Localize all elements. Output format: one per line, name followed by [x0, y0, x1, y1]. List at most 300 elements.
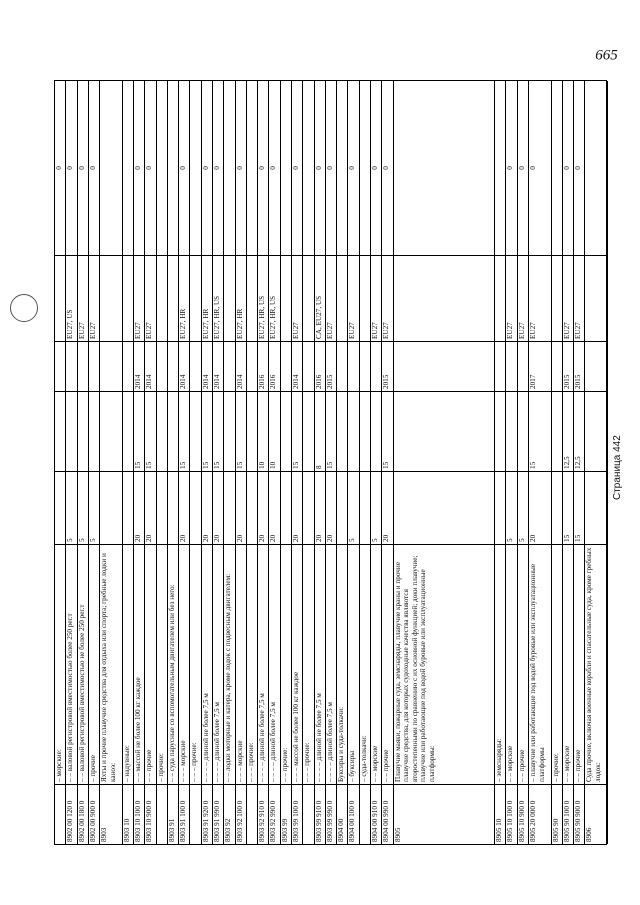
- table-row: [213, 81, 224, 844]
- cell-desc: – – морские: [506, 544, 516, 784]
- cell-rate: [552, 471, 562, 544]
- cell-desc: – – морские: [563, 544, 573, 784]
- cell-year: 2015: [563, 341, 573, 391]
- cell-rate: 20: [134, 471, 144, 544]
- table-row: [506, 81, 517, 844]
- cell-code: 8903 92: [224, 784, 234, 844]
- cell-v2: [247, 391, 257, 471]
- cell-rate: [157, 471, 167, 544]
- cell-countries: [394, 255, 495, 341]
- cell-code: [157, 784, 167, 844]
- cell-desc: – – – морские: [236, 544, 246, 784]
- cell-year: 2016: [315, 341, 325, 391]
- table-row: [326, 81, 337, 844]
- cell-flag: 0: [66, 166, 75, 170]
- cell-flag: 0: [574, 166, 583, 170]
- cell-desc: – – валовой регистровой вместимостью более 250 рег.т: [66, 544, 76, 784]
- cell-code: 8903 10 900 0: [145, 784, 155, 844]
- cell-year: [394, 341, 495, 391]
- cell-year: 2014: [213, 341, 223, 391]
- cell-countries: [157, 255, 167, 341]
- table-row: [258, 81, 269, 844]
- cell-v2: [585, 391, 607, 471]
- cell-year: [55, 341, 65, 391]
- table-row: [202, 81, 213, 844]
- cell-desc: – – морские: [371, 544, 381, 784]
- cell-v2: 12,5: [563, 391, 573, 471]
- cell-code: 8905 90: [552, 784, 562, 844]
- cell-desc: – надувные:: [123, 544, 133, 784]
- cell-countries: EU27, HR, US: [213, 255, 223, 341]
- cell-desc: – – лодки моторные и катера, кроме лодок с подвесным двигателем:: [224, 544, 234, 784]
- cell-flag: 0: [88, 166, 97, 170]
- cell-rate: 5: [78, 471, 88, 544]
- cell-year: [337, 341, 347, 391]
- handwritten-page-number: 665: [595, 47, 618, 64]
- cell-v2: [100, 391, 122, 471]
- cell-v2: [394, 391, 495, 471]
- cell-code: 8903 99 910 0: [315, 784, 325, 844]
- cell-v2: [348, 391, 358, 471]
- cell-v2: [337, 391, 347, 471]
- cell-v2: [66, 391, 76, 471]
- cell-year: [348, 341, 358, 391]
- cell-year: [157, 341, 167, 391]
- cell-v2: [371, 391, 381, 471]
- cell-flag: 0: [55, 166, 63, 170]
- cell-code: [247, 784, 257, 844]
- cell-v2: [506, 391, 516, 471]
- table-row: [360, 81, 371, 844]
- cell-countries: EU27, HR, US: [258, 255, 268, 341]
- cell-code: 8903 91 990 0: [213, 784, 223, 844]
- cell-countries: EU27: [506, 255, 516, 341]
- cell-countries: [337, 255, 347, 341]
- table-row: [371, 81, 382, 844]
- cell-code: 8903 10 100 0: [134, 784, 144, 844]
- cell-desc: Буксиры и суда-толкачи:: [337, 544, 347, 784]
- cell-rate: [100, 471, 122, 544]
- table-row: [574, 81, 585, 844]
- cell-v2: [89, 391, 99, 471]
- cell-year: [495, 341, 505, 391]
- cell-year: [190, 341, 200, 391]
- cell-v2: [495, 391, 505, 471]
- cell-year: [303, 341, 313, 391]
- table-row: [292, 81, 303, 844]
- cell-code: 8903 92 100 0: [236, 784, 246, 844]
- table-row: [529, 81, 552, 844]
- cell-rate: 15: [563, 471, 573, 544]
- cell-code: 8902 00 900 0: [89, 784, 99, 844]
- cell-countries: EU27, US: [66, 255, 76, 341]
- page-number: Страница 442: [612, 435, 623, 500]
- cell-desc: – – прочие: [382, 544, 392, 784]
- cell-desc: – – прочие: [145, 544, 155, 784]
- cell-desc: – – валовой регистровой вместимостью не более 250 рег.т: [78, 544, 88, 784]
- table-row: [382, 81, 393, 844]
- cell-flag: [337, 81, 347, 255]
- cell-rate: 5: [348, 471, 358, 544]
- cell-v2: [168, 391, 178, 471]
- cell-flag: [157, 81, 167, 255]
- cell-flag: 0: [314, 166, 323, 170]
- cell-countries: [190, 255, 200, 341]
- cell-code: [360, 784, 370, 844]
- cell-year: [518, 341, 528, 391]
- cell-v2: 10: [269, 391, 279, 471]
- table-row: [123, 81, 134, 844]
- cell-desc: – – – – длиной не более 7,5 м: [315, 544, 325, 784]
- cell-desc: – – – прочие:: [190, 544, 200, 784]
- cell-flag: 0: [517, 166, 526, 170]
- cell-desc: – – – морские: [179, 544, 189, 784]
- cell-flag: 0: [145, 166, 154, 170]
- cell-desc: – прочие:: [552, 544, 562, 784]
- cell-v2: 15: [236, 391, 246, 471]
- cell-flag: 0: [325, 166, 334, 170]
- cell-desc: – – – – длиной более 7,5 м: [213, 544, 223, 784]
- cell-year: 2016: [269, 341, 279, 391]
- cell-v2: [224, 391, 234, 471]
- cell-year: 2015: [326, 341, 336, 391]
- cell-rate: 5: [518, 471, 528, 544]
- cell-flag: [303, 81, 313, 255]
- cell-year: 2015: [574, 341, 584, 391]
- cell-v2: 15: [292, 391, 302, 471]
- cell-v2: [552, 391, 562, 471]
- cell-year: [224, 341, 234, 391]
- cell-countries: EU27: [518, 255, 528, 341]
- cell-countries: EU27: [89, 255, 99, 341]
- table-row: [348, 81, 359, 844]
- table-row: [495, 81, 506, 844]
- cell-rate: [224, 471, 234, 544]
- cell-code: 8902 00 120 0: [66, 784, 76, 844]
- cell-code: 8903 91 920 0: [202, 784, 212, 844]
- cell-code: 8903 99: [281, 784, 291, 844]
- cell-year: [247, 341, 257, 391]
- cell-v2: 15: [326, 391, 336, 471]
- cell-rate: 20: [292, 471, 302, 544]
- cell-countries: EU27: [292, 255, 302, 341]
- cell-code: 8902 00 180 0: [78, 784, 88, 844]
- cell-code: 8905: [394, 784, 495, 844]
- cell-desc: – – – – длиной не более 7,5 м: [258, 544, 268, 784]
- cell-desc: – – – – длиной не более 7,5 м: [202, 544, 212, 784]
- cell-rate: [281, 471, 291, 544]
- cell-v2: [518, 391, 528, 471]
- cell-rate: 20: [258, 471, 268, 544]
- cell-year: [506, 341, 516, 391]
- table-row: [236, 81, 247, 844]
- cell-countries: EU27, HR: [179, 255, 189, 341]
- cell-year: [100, 341, 122, 391]
- cell-rate: [168, 471, 178, 544]
- cell-year: 2014: [179, 341, 189, 391]
- cell-flag: [190, 81, 200, 255]
- cell-code: 8905 10 900 0: [518, 784, 528, 844]
- cell-rate: [247, 471, 257, 544]
- cell-countries: EU27, HR, US: [269, 255, 279, 341]
- cell-countries: EU27, HR: [202, 255, 212, 341]
- cell-flag: 0: [77, 166, 86, 170]
- cell-rate: 20: [236, 471, 246, 544]
- cell-desc: – прочие:: [157, 544, 167, 784]
- cell-countries: EU27: [78, 255, 88, 341]
- table-row: [518, 81, 529, 844]
- cell-rate: 20: [179, 471, 189, 544]
- cell-countries: [247, 255, 257, 341]
- table-row: [100, 81, 123, 844]
- cell-code: 8905 90 900 0: [574, 784, 584, 844]
- cell-year: [123, 341, 133, 391]
- cell-code: [55, 784, 65, 844]
- cell-desc: – плавучие или работающие под водой буровые или эксплуатационные платформы: [529, 544, 551, 784]
- cell-desc: – – – прочие:: [247, 544, 257, 784]
- cell-flag: [247, 81, 257, 255]
- cell-rate: [495, 471, 505, 544]
- cell-code: 8903 92 990 0: [269, 784, 279, 844]
- cell-rate: 5: [66, 471, 76, 544]
- cell-rate: [394, 471, 495, 544]
- cell-v2: 15: [382, 391, 392, 471]
- cell-countries: EU27: [563, 255, 573, 341]
- cell-flag: 0: [371, 166, 379, 170]
- cell-countries: [224, 255, 234, 341]
- cell-year: 2014: [145, 341, 155, 391]
- cell-countries: EU27, HR: [236, 255, 246, 341]
- table-row: [281, 81, 292, 844]
- punch-hole: [10, 294, 38, 322]
- cell-flag: 0: [235, 166, 244, 170]
- cell-countries: EU27: [382, 255, 392, 341]
- cell-flag: 0: [179, 166, 188, 170]
- cell-v2: [157, 391, 167, 471]
- table-row: [585, 81, 608, 844]
- cell-year: [66, 341, 76, 391]
- cell-year: 2016: [258, 341, 268, 391]
- table-row: [269, 81, 280, 844]
- cell-v2: [281, 391, 291, 471]
- cell-countries: [168, 255, 178, 341]
- cell-desc: – – – массой не более 100 кг каждое: [292, 544, 302, 784]
- cell-year: [371, 341, 381, 391]
- cell-rate: 20: [213, 471, 223, 544]
- cell-v2: 15: [179, 391, 189, 471]
- cell-code: [190, 784, 200, 844]
- cell-year: [585, 341, 607, 391]
- cell-countries: [360, 255, 370, 341]
- cell-year: 2017: [529, 341, 551, 391]
- cell-countries: EU27: [326, 255, 336, 341]
- cell-v2: 15: [145, 391, 155, 471]
- cell-rate: [55, 471, 65, 544]
- table-row: [134, 81, 145, 844]
- cell-v2: [123, 391, 133, 471]
- cell-v2: [360, 391, 370, 471]
- cell-rate: [303, 471, 313, 544]
- table-row: [55, 81, 66, 844]
- cell-year: [360, 341, 370, 391]
- cell-rate: 20: [382, 471, 392, 544]
- cell-flag: 0: [201, 166, 210, 170]
- cell-v2: 12,5: [574, 391, 584, 471]
- cell-flag: 0: [213, 166, 221, 170]
- cell-v2: 15: [213, 391, 223, 471]
- cell-flag: [495, 81, 505, 255]
- cell-v2: [55, 391, 65, 471]
- cell-rate: 20: [326, 471, 336, 544]
- cell-desc: – буксиры: [348, 544, 358, 784]
- cell-desc: – – массой не более 100 кг каждое: [134, 544, 144, 784]
- table-row: [179, 81, 190, 844]
- cell-year: 2014: [202, 341, 212, 391]
- cell-year: [89, 341, 99, 391]
- cell-desc: – – прочие:: [281, 544, 291, 784]
- cell-code: 8905 10: [495, 784, 505, 844]
- cell-code: 8903 92 910 0: [258, 784, 268, 844]
- table-row: [168, 81, 179, 844]
- cell-rate: [585, 471, 607, 544]
- cell-flag: 0: [134, 166, 142, 170]
- table-row: [315, 81, 326, 844]
- cell-v2: 15: [529, 391, 551, 471]
- cell-rate: 5: [506, 471, 516, 544]
- cell-rate: 5: [89, 471, 99, 544]
- cell-rate: [337, 471, 347, 544]
- cell-v2: 8: [315, 391, 325, 471]
- tariff-table: [54, 80, 607, 845]
- cell-flag: [281, 81, 291, 255]
- cell-flag: 0: [292, 166, 300, 170]
- cell-countries: [123, 255, 133, 341]
- cell-flag: 0: [562, 166, 571, 170]
- cell-code: 8905 20 000 0: [529, 784, 551, 844]
- table-row: [66, 81, 77, 844]
- cell-desc: – морские:: [55, 544, 65, 784]
- cell-flag: [224, 81, 234, 255]
- table-row: [190, 81, 201, 844]
- cell-year: [281, 341, 291, 391]
- cell-code: 8905 90 100 0: [563, 784, 573, 844]
- cell-countries: EU27: [529, 255, 551, 341]
- cell-desc: Плавучие маяки, пожарные суда, земснаряды, плавучие краны и прочие плавучие средства, для которых судоходные качества являются второстепенными по сравнению с их основной функцией; доки плавучие; плавучие или работающие под водой буровые или эксплуатационные платформы:: [394, 544, 495, 784]
- cell-code: 8903 91 100 0: [179, 784, 189, 844]
- cell-flag: 0: [348, 166, 357, 170]
- cell-code: 8903 10: [123, 784, 133, 844]
- cell-v2: [78, 391, 88, 471]
- cell-rate: 5: [371, 471, 381, 544]
- cell-code: 8906: [585, 784, 607, 844]
- cell-rate: 20: [529, 471, 551, 544]
- cell-countries: [303, 255, 313, 341]
- cell-rate: [190, 471, 200, 544]
- cell-code: 8904 00 100 0: [348, 784, 358, 844]
- cell-desc: – – – – длиной более 7,5 м: [326, 544, 336, 784]
- cell-rate: [360, 471, 370, 544]
- cell-flag: 0: [269, 166, 278, 170]
- cell-code: 8904 00 990 0: [382, 784, 392, 844]
- table-row: [303, 81, 314, 844]
- cell-countries: [281, 255, 291, 341]
- cell-year: 2014: [292, 341, 302, 391]
- cell-code: 8905 10 100 0: [506, 784, 516, 844]
- cell-rate: [123, 471, 133, 544]
- table-row: [247, 81, 258, 844]
- cell-code: 8903 99 990 0: [326, 784, 336, 844]
- cell-flag: [168, 81, 178, 255]
- cell-v2: [190, 391, 200, 471]
- cell-rate: 15: [574, 471, 584, 544]
- cell-countries: [495, 255, 505, 341]
- cell-code: 8904 00 910 0: [371, 784, 381, 844]
- cell-rate: 20: [269, 471, 279, 544]
- cell-desc: – – суда парусные со вспомогательным двигателем или без него:: [168, 544, 178, 784]
- table-row: [157, 81, 168, 844]
- table-row: [145, 81, 156, 844]
- table-row: [394, 81, 496, 844]
- cell-countries: [100, 255, 122, 341]
- cell-desc: – земснаряды:: [495, 544, 505, 784]
- cell-code: 8903: [100, 784, 122, 844]
- cell-countries: EU27: [134, 255, 144, 341]
- cell-desc: Суда прочие, включая военные корабли и спасательные суда, кроме гребных лодок:: [585, 544, 607, 784]
- cell-year: [168, 341, 178, 391]
- cell-v2: 15: [134, 391, 144, 471]
- cell-desc: – – прочие: [518, 544, 528, 784]
- cell-flag: 0: [506, 166, 515, 170]
- cell-flag: [552, 81, 562, 255]
- table-row: [89, 81, 100, 844]
- cell-year: 2014: [134, 341, 144, 391]
- cell-desc: – – – прочие:: [303, 544, 313, 784]
- cell-flag: [394, 81, 495, 255]
- cell-countries: [55, 255, 65, 341]
- cell-flag: [123, 81, 133, 255]
- cell-flag: 0: [529, 166, 537, 170]
- cell-desc: – прочие: [89, 544, 99, 784]
- cell-year: [552, 341, 562, 391]
- cell-code: 8903 99 100 0: [292, 784, 302, 844]
- table-row: [563, 81, 574, 844]
- cell-countries: EU27: [574, 255, 584, 341]
- cell-code: 8903 91: [168, 784, 178, 844]
- cell-year: 2015: [382, 341, 392, 391]
- cell-desc: Яхты и прочие плавучие средства для отдыха или спорта; гребные лодки и каноэ:: [100, 544, 122, 784]
- cell-flag: [100, 81, 122, 255]
- cell-rate: 20: [145, 471, 155, 544]
- cell-rate: 20: [315, 471, 325, 544]
- cell-rate: 20: [202, 471, 212, 544]
- cell-countries: EU27: [348, 255, 358, 341]
- cell-countries: CA, EU27, US: [315, 255, 325, 341]
- cell-desc: – суда-толкачи:: [360, 544, 370, 784]
- cell-code: 8904 00: [337, 784, 347, 844]
- cell-desc: – – – – длиной более 7,5 м: [269, 544, 279, 784]
- cell-flag: 0: [258, 166, 267, 170]
- cell-flag: [360, 81, 370, 255]
- cell-v2: 10: [258, 391, 268, 471]
- cell-countries: [552, 255, 562, 341]
- cell-countries: [585, 255, 607, 341]
- cell-year: [78, 341, 88, 391]
- cell-flag: 0: [382, 166, 391, 170]
- cell-v2: [303, 391, 313, 471]
- cell-desc: – – прочие: [574, 544, 584, 784]
- cell-code: [303, 784, 313, 844]
- cell-v2: 15: [202, 391, 212, 471]
